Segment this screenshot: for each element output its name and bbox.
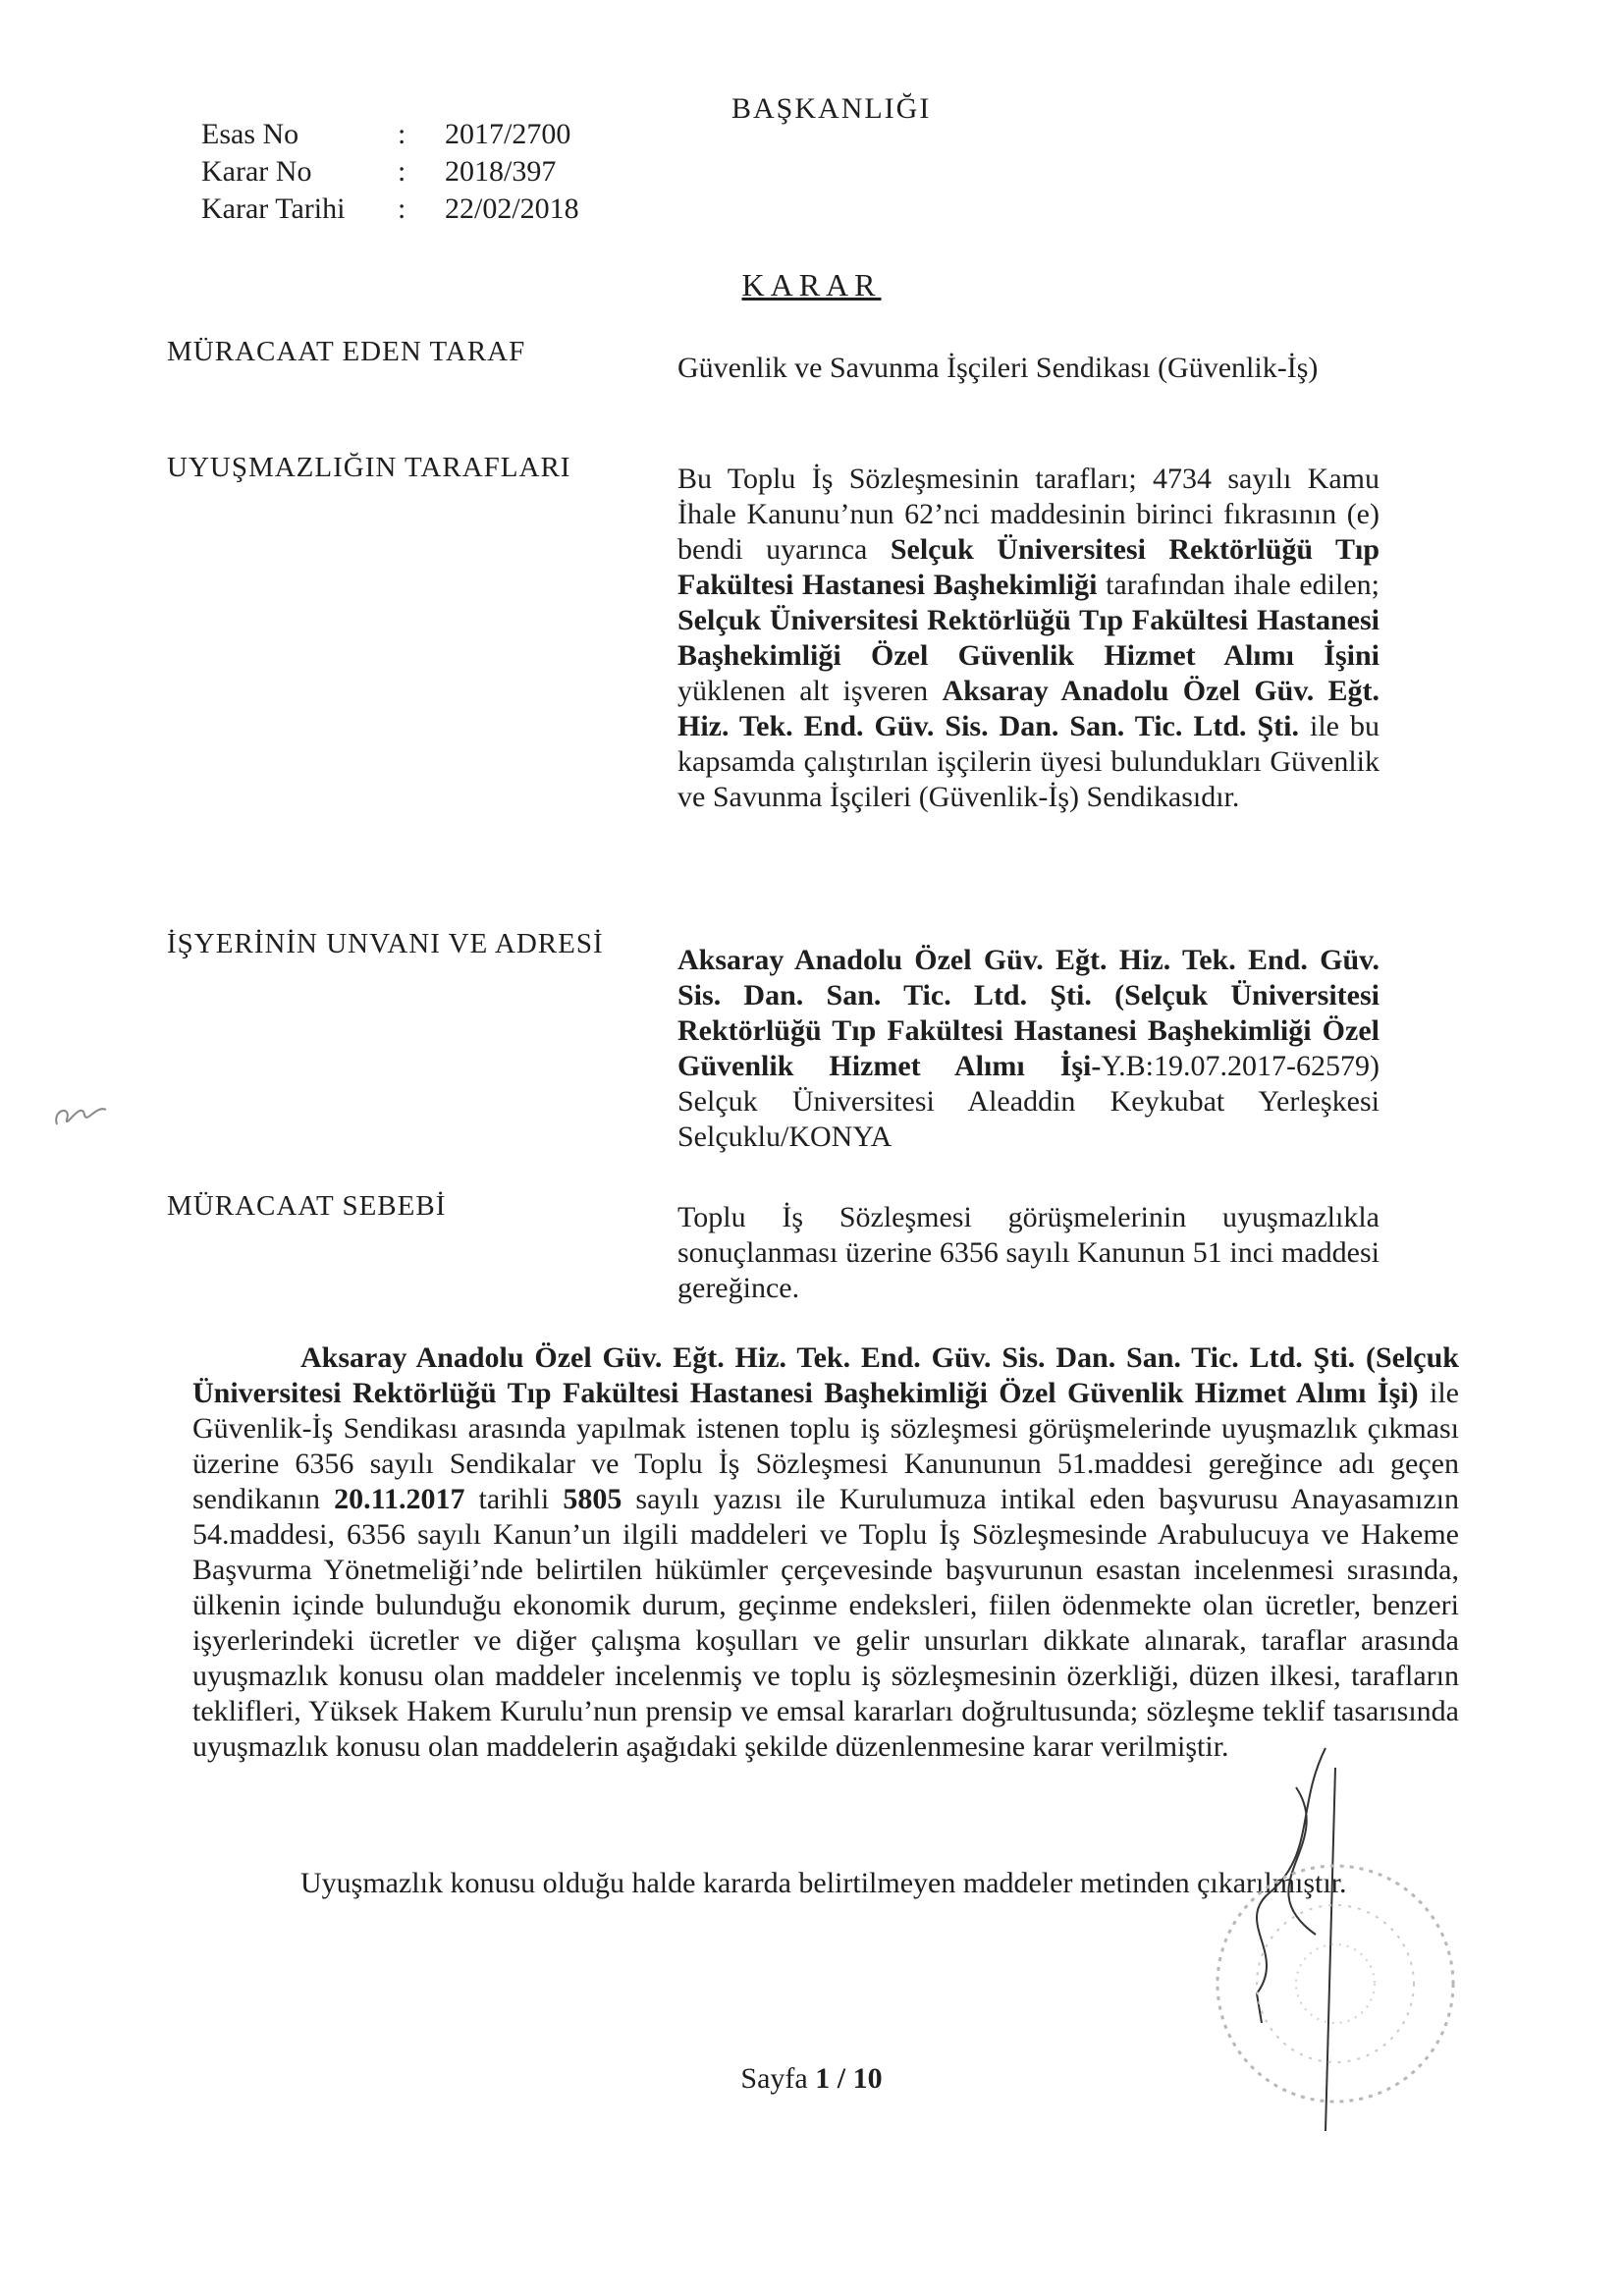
parties-text: Bu Toplu İş Sözleşmesinin tarafları; 4734 sayılı Kamu İhale Kanunu’nun 62’nci maddesinin birinci fıkrasının (e) bendi uyarınca bbox=[677, 463, 1380, 566]
reason-label: MÜRACAAT SEBEBİ bbox=[167, 1190, 447, 1222]
decision-text: tarihli bbox=[464, 1483, 564, 1515]
meta-row-esas bbox=[201, 116, 579, 153]
meta-label: Karar Tarihi bbox=[201, 192, 346, 225]
parties-text: yüklenen alt işveren bbox=[677, 675, 943, 707]
institution-header: BAŞKANLIĞI bbox=[731, 92, 932, 125]
margin-initial-mark bbox=[47, 1085, 116, 1144]
meta-row-tarih bbox=[201, 191, 579, 228]
meta-colon: : bbox=[398, 118, 406, 150]
decision-bold: 20.11.2017 bbox=[334, 1483, 465, 1515]
meta-row-karar bbox=[201, 153, 579, 191]
meta-value: 22/02/2018 bbox=[445, 192, 579, 225]
workplace-value bbox=[677, 943, 1380, 1155]
workplace-text: Y.B:19.07.2017-62579) Selçuk Üniversitesi Aleaddin Keykubat Yerleşkesi Selçuklu/KONYA bbox=[677, 1050, 1380, 1153]
decision-bold: Aksaray Anadolu Özel Güv. Eğt. Hiz. Tek. End. Güv. Sis. Dan. San. Tic. Ltd. Şti. (Selçuk Üniversitesi Rektörlüğü Tıp Fakültesi Hastanesi Başhekimliği Özel Güvenlik Hizmet Alımı İşi) bbox=[192, 1341, 1459, 1409]
page-value: 1 / 10 bbox=[815, 2062, 883, 2095]
decision-bold: 5805 bbox=[563, 1483, 622, 1515]
decision-paragraph bbox=[192, 1340, 1459, 1765]
official-stamp bbox=[1208, 1856, 1463, 2111]
parties-text: ile bu kapsamda çalıştırılan işçilerin üyesi bulundukları Güvenlik ve Savunma İşçileri (Güvenlik-İş) Sendikasıdır. bbox=[677, 710, 1380, 813]
decision-text: sayılı yazısı ile Kurulumuza intikal eden başvurusu Anayasamızın 54.maddesi, 6356 sayılı Kanun’un ilgili maddeleri ve Toplu İş Sözleşmesinde Arabulucuya ve Hakeme Başvurma Yönetmeliği’nde belirtilen hükümler çerçevesinde başvurunun esastan incelenmesi sırasında, ülkenin içinde bulunduğu ekonomik durum, geçinme endeksleri, fiilen ödenmekte olan ücretler, benzeri işyerlerindeki ücretler ve diğer çalışma koşulları ve gelir unsurları dikkate alınarak, taraflar arasında uyuşmazlık konusu olan maddeler incelenmiş ve toplu iş sözleşmesinin özerkliği, düzen ilkesi, tarafların teklifleri, Yüksek Hakem Kurulu’nun prensip ve emsal kararları doğrultusunda; sözleşme teklif tasarısında uyuşmazlık konusu olan maddelerin aşağıdaki şekilde düzenlenmesine karar verilmiştir. bbox=[192, 1483, 1459, 1763]
meta-colon: : bbox=[398, 155, 406, 188]
case-meta bbox=[201, 116, 579, 228]
decision-text: ile Güvenlik-İş Sendikası arasında yapılmak istenen toplu iş sözleşmesi görüşmelerinde uyuşmazlık çıkması üzerine 6356 sayılı Sendikalar ve Toplu İş Sözleşmesi Kanununun 51.maddesi gereğince adı geçen sendikanın bbox=[192, 1377, 1459, 1515]
applicant-value: Güvenlik ve Savunma İşçileri Sendikası (Güvenlik-İş) bbox=[677, 352, 1319, 384]
page-prefix: Sayfa bbox=[740, 2062, 816, 2095]
workplace-label: İŞYERİNİN UNVANI VE ADRESİ bbox=[167, 928, 604, 959]
meta-colon: : bbox=[398, 192, 406, 225]
meta-value: 2018/397 bbox=[445, 155, 557, 188]
parties-bold: Aksaray Anadolu Özel Güv. Eğt. Hiz. Tek. End. Güv. Sis. Dan. San. Tic. Ltd. Şti. bbox=[677, 675, 1380, 742]
removal-paragraph: Uyuşmazlık konusu olduğu halde kararda belirtilmeyen maddeler metinden çıkarılmıştır. bbox=[300, 1867, 1347, 1899]
parties-bold: Selçuk Üniversitesi Rektörlüğü Tıp Fakültesi Hastanesi Başhekimliği Özel Güvenlik Hizmet Alımı İşini bbox=[677, 604, 1380, 672]
document-title: KARAR bbox=[741, 267, 882, 302]
applicant-label: MÜRACAAT EDEN TARAF bbox=[167, 336, 526, 367]
parties-label: UYUŞMAZLIĞIN TARAFLARI bbox=[167, 452, 571, 483]
meta-label: Karar No bbox=[201, 155, 312, 188]
parties-text: tarafından ihale edilen; bbox=[1097, 569, 1380, 601]
parties-bold: Selçuk Üniversitesi Rektörlüğü Tıp Fakültesi Hastanesi Başhekimliği bbox=[677, 533, 1380, 601]
workplace-bold: Aksaray Anadolu Özel Güv. Eğt. Hiz. Tek. End. Güv. Sis. Dan. San. Tic. Ltd. Şti. (Selçuk Üniversitesi Rektörlüğü Tıp Fakültesi Hastanesi Başhekimliği Özel Güvenlik Hizmet Alımı İşi- bbox=[677, 944, 1380, 1082]
reason-value: Toplu İş Sözleşmesi görüşmelerinin uyuşmazlıkla sonuçlanması üzerine 6356 sayılı Kanunun 51 inci maddesi gereğince. bbox=[677, 1201, 1380, 1304]
parties-value bbox=[677, 462, 1380, 815]
meta-label: Esas No bbox=[201, 118, 299, 150]
meta-value: 2017/2700 bbox=[445, 118, 571, 150]
